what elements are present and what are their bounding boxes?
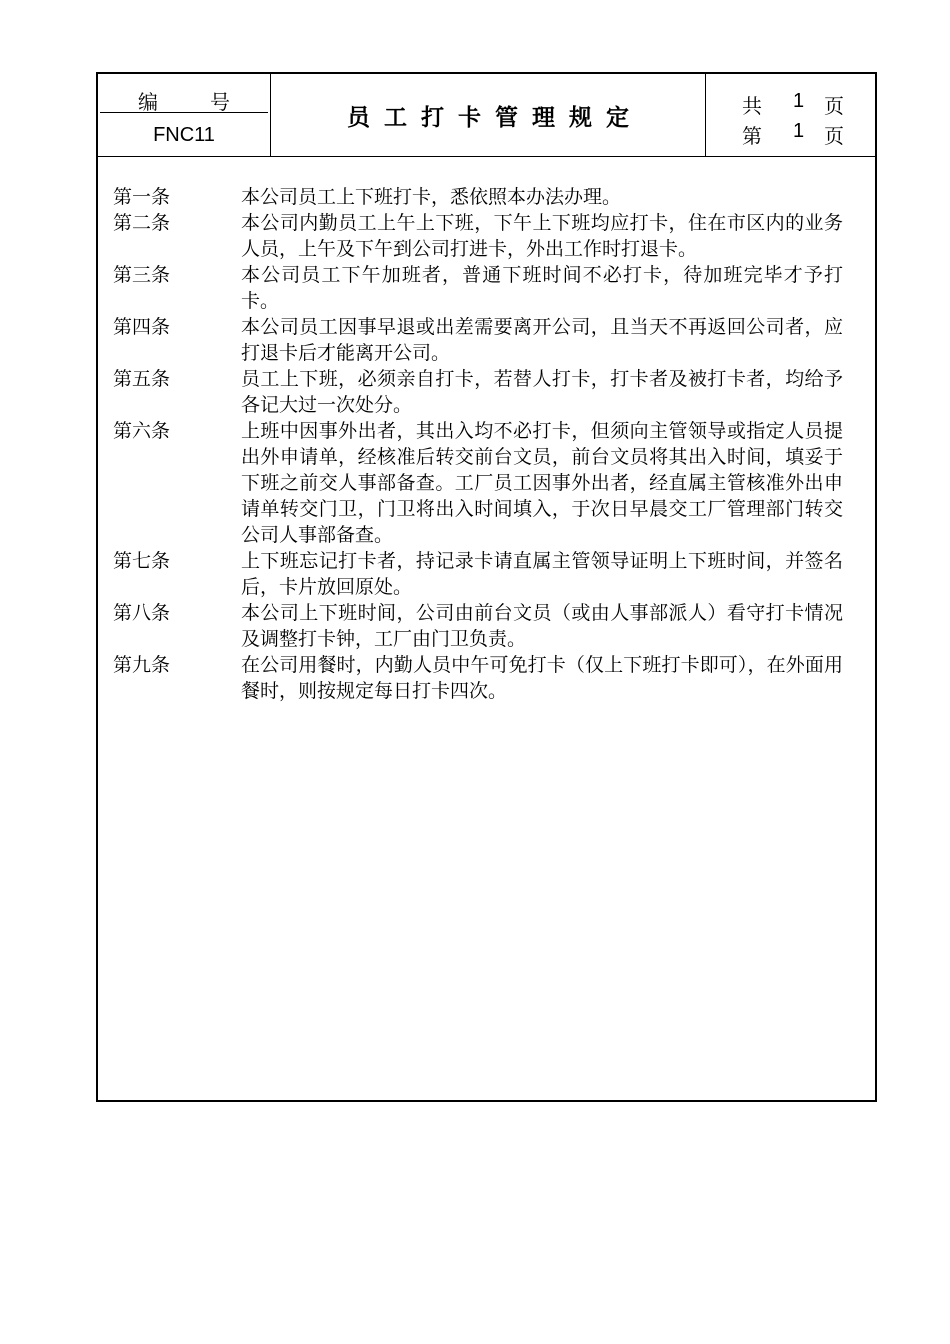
article-4 (113, 314, 848, 366)
total-pages: 1 (793, 90, 805, 112)
page-count-cell (706, 74, 875, 156)
article-6 (113, 418, 848, 548)
document-frame (96, 72, 877, 1102)
article-text: 本公司员工因事早退或出差需要离开公司，且当天不再返回公司者，应打退卡后才能离开公司。 (241, 316, 843, 364)
total-pages-row (736, 90, 866, 116)
current-unit: 页 (824, 124, 844, 148)
article-number: 第七条 (113, 550, 171, 572)
article-text: 本公司员工下午加班者，普通下班时间不必打卡，待加班完毕才予打卡。 (241, 264, 843, 312)
code-cell (98, 74, 271, 156)
article-list (113, 184, 848, 704)
code-label-left: 编 (138, 90, 158, 114)
article-text: 员工上下班，必须亲自打卡，若替人打卡，打卡者及被打卡者，均给予各记大过一次处分。 (241, 368, 843, 416)
article-number: 第三条 (113, 264, 171, 286)
article-text: 本公司员工上下班打卡，悉依照本办法办理。 (241, 186, 622, 208)
code-label (98, 86, 270, 112)
article-number: 第四条 (113, 316, 171, 338)
article-1 (113, 184, 848, 210)
code-label-right: 号 (210, 90, 230, 114)
article-3 (113, 262, 848, 314)
current-page-row (736, 120, 866, 146)
total-unit: 页 (824, 94, 844, 118)
article-7 (113, 548, 848, 600)
article-2 (113, 210, 848, 262)
code-divider (100, 112, 268, 113)
article-number: 第九条 (113, 654, 171, 676)
current-label: 第 (742, 124, 762, 148)
article-number: 第五条 (113, 368, 171, 390)
article-text: 上下班忘记打卡者，持记录卡请直属主管领导证明上下班时间，并签名后，卡片放回原处。 (241, 550, 843, 598)
document-title: 员工打卡管理规定 (347, 104, 643, 131)
article-number: 第六条 (113, 420, 171, 442)
document-code: FNC11 (153, 124, 215, 146)
article-text: 在公司用餐时，内勤人员中午可免打卡（仅上下班打卡即可），在外面用餐时，则按规定每日打卡四次。 (241, 654, 843, 702)
article-text: 上班中因事外出者，其出入均不必打卡，但须向主管领导或指定人员提出外申请单，经核准后转交前台文员，前台文员将其出入时间，填妥于下班之前交人事部备查。工厂员工因事外出者，经直属主管核准外出申请单转交门卫，门卫将出入时间填入，于次日早晨交工厂管理部门转交公司人事部备查。 (241, 420, 843, 546)
total-label: 共 (742, 94, 762, 118)
title-cell (271, 74, 706, 156)
current-page: 1 (793, 120, 805, 142)
article-text: 本公司上下班时间，公司由前台文员（或由人事部派人）看守打卡情况及调整打卡钟，工厂由门卫负责。 (241, 602, 843, 650)
article-number: 第一条 (113, 186, 171, 208)
article-text: 本公司内勤员工上午上下班，下午上下班均应打卡，住在市区内的业务人员，上午及下午到公司打进卡，外出工作时打退卡。 (241, 212, 843, 260)
article-9 (113, 652, 848, 704)
article-number: 第二条 (113, 212, 171, 234)
article-8 (113, 600, 848, 652)
document-header (98, 74, 875, 157)
article-5 (113, 366, 848, 418)
article-number: 第八条 (113, 602, 171, 624)
